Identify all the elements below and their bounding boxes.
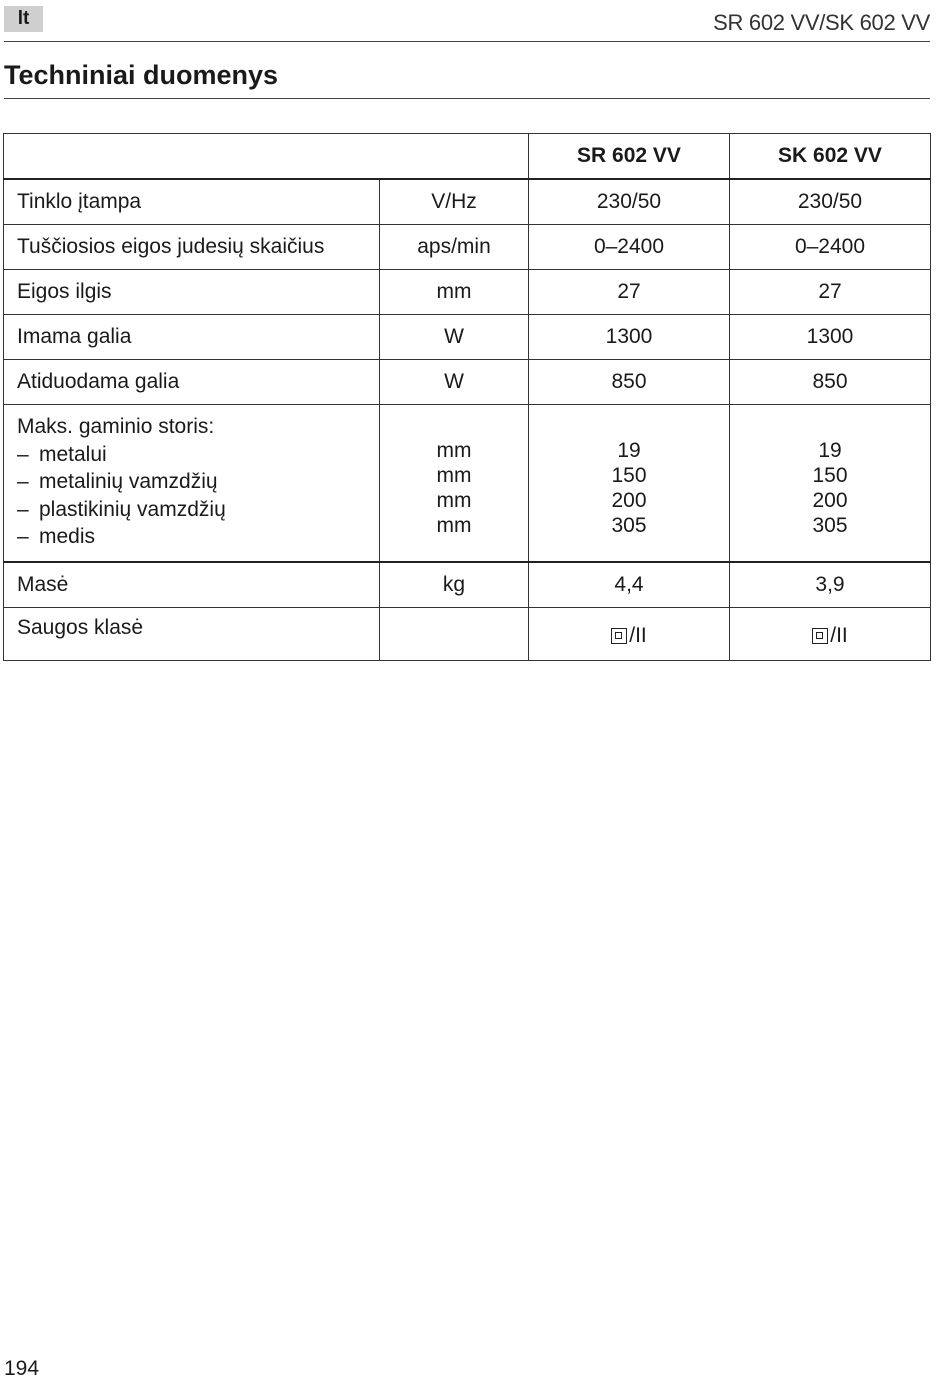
- row-label: Tuščiosios eigos judesių skaičius: [4, 225, 380, 270]
- row-value-sr: 850: [529, 360, 730, 405]
- double-insulation-icon: [812, 628, 828, 644]
- thickness-unit: mm: [436, 488, 472, 512]
- thickness-heading: Maks. gaminio storis:: [17, 415, 215, 438]
- row-value-sk: 850: [730, 360, 931, 405]
- header-sr-602-vv: SR 602 VV: [529, 134, 730, 180]
- list-item: [17, 496, 379, 524]
- row-value-sk: 230/50: [730, 179, 931, 225]
- row-value-sr: 0–2400: [529, 225, 730, 270]
- dash-marker: –: [17, 442, 29, 466]
- header-sk-602-vv: SK 602 VV: [730, 134, 931, 180]
- dash-marker: –: [17, 470, 29, 493]
- protection-sk-cell: [730, 607, 931, 660]
- protection-value-sr: /II: [629, 623, 647, 647]
- table-row: [4, 270, 931, 315]
- list-item: [17, 441, 379, 469]
- thickness-value-sk: 305: [812, 513, 848, 537]
- dash-marker: –: [17, 497, 29, 521]
- row-value-sr: 4,4: [529, 562, 730, 608]
- thickness-unit: mm: [436, 438, 472, 462]
- thickness-row: [4, 405, 931, 562]
- row-value-sk: 3,9: [730, 562, 931, 608]
- row-value-sr: 27: [529, 270, 730, 315]
- title-divider: [4, 98, 930, 99]
- row-label: Atiduodama galia: [4, 360, 380, 405]
- thickness-label-cell: [4, 405, 380, 562]
- page-title: Techniniai duomenys: [4, 60, 279, 90]
- row-value-sk: 0–2400: [730, 225, 931, 270]
- thickness-sk-cell: [730, 405, 931, 562]
- row-value-sr: 230/50: [529, 179, 730, 225]
- row-value-sr: 1300: [529, 315, 730, 360]
- thickness-item-metal: metalui: [39, 442, 107, 466]
- row-unit: mm: [380, 270, 529, 315]
- row-unit: [380, 607, 529, 660]
- row-value-sk: 27: [730, 270, 931, 315]
- dash-marker: –: [17, 525, 29, 548]
- page-number: 194: [4, 1357, 40, 1380]
- table-row: [4, 179, 931, 225]
- header-empty-cell: [4, 134, 529, 180]
- double-insulation-icon: [611, 628, 627, 644]
- thickness-value-sr: 305: [611, 513, 647, 537]
- table-row: [4, 225, 931, 270]
- thickness-item-metal-pipes: metalinių vamzdžių: [39, 470, 218, 493]
- row-label: Imama galia: [4, 315, 380, 360]
- protection-sr-cell: [529, 607, 730, 660]
- row-value-sk: 1300: [730, 315, 931, 360]
- header-divider: [4, 41, 930, 42]
- table-header-row: [4, 134, 931, 180]
- thickness-value-sr: 200: [611, 488, 647, 512]
- thickness-sr-cell: [529, 405, 730, 562]
- row-unit: aps/min: [380, 225, 529, 270]
- thickness-units-cell: [380, 405, 529, 562]
- thickness-value-sk: 19: [818, 438, 842, 462]
- row-unit: W: [380, 315, 529, 360]
- row-unit: V/Hz: [380, 179, 529, 225]
- language-badge: lt: [4, 6, 43, 32]
- thickness-value-sr: 150: [611, 463, 647, 487]
- table-row: [4, 360, 931, 405]
- protection-value-sk: /II: [830, 623, 848, 647]
- row-label: Eigos ilgis: [4, 270, 380, 315]
- row-unit: kg: [380, 562, 529, 608]
- spec-table: [3, 133, 931, 661]
- row-label: Tinklo įtampa: [4, 179, 380, 225]
- list-item: [17, 468, 379, 496]
- model-header: SR 602 VV/SK 602 VV: [713, 10, 930, 35]
- table-row: [4, 315, 931, 360]
- thickness-unit: mm: [436, 463, 472, 487]
- protection-row: [4, 607, 931, 660]
- thickness-value-sk: 200: [812, 488, 848, 512]
- thickness-unit: mm: [436, 513, 472, 537]
- thickness-item-wood: medis: [39, 525, 96, 548]
- row-label: Masė: [4, 562, 380, 608]
- row-unit: W: [380, 360, 529, 405]
- thickness-value-sr: 19: [617, 438, 641, 462]
- thickness-item-plastic-pipes: plastikinių vamzdžių: [39, 497, 226, 521]
- thickness-value-sk: 150: [812, 463, 848, 487]
- list-item: [17, 523, 379, 551]
- mass-row: [4, 562, 931, 608]
- row-label: Saugos klasė: [4, 607, 380, 660]
